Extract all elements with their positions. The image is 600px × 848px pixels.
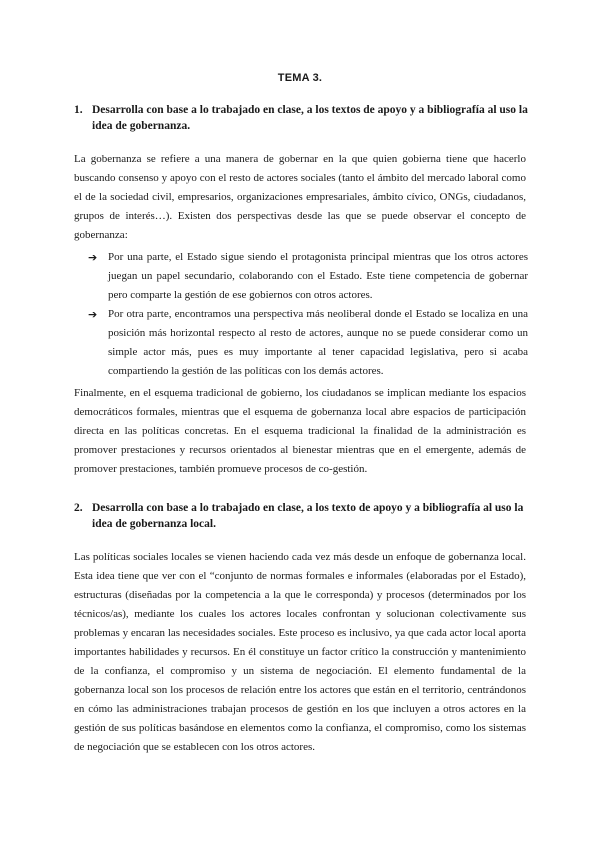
list-item xyxy=(88,248,528,305)
bullet-text-2: Por otra parte, encontramos una perspectiva más neoliberal donde el Estado se localiza en una posición más horizontal respecto al resto de actores, aunque no se puede considerar como un simple actor más, pues es muy importante al tener capacidad legislativa, pero si acaba compartiendo la gestión de las políticas con los demás actores. xyxy=(108,308,528,377)
question-1-number: 1. xyxy=(74,104,83,116)
question-2-number: 2. xyxy=(74,502,83,514)
arrow-bullet-icon: ➔ xyxy=(88,308,98,321)
question-2-text: Desarrolla con base a lo trabajado en clase, a los texto de apoyo y a bibliografía al uso la idea de gobernanza local. xyxy=(92,502,524,530)
paragraph-3: Las políticas sociales locales se vienen haciendo cada vez más desde un enfoque de gobernanza local. Esta idea tiene que ver con el “conjunto de normas formales e informales (elaboradas por el Estado), estructuras (diseñadas por la competencia a la que le corresponda) y procesos (determinados por los técnicos/as), mediante los cuales los actores locales confrontan y solucionan colectivamente sus problemas y encaran las necesidades sociales. Este proceso es inclusivo, ya que cada actor local aporta importantes habilidades y recursos. En él constituye un factor crítico la construcción y mantenimiento de la confianza, el compromiso y un sistema de negociación. El elemento fundamental de la gobernanza local son los procesos de relación entre los actores que están en el territorio, centrándonos en cómo las administraciones trabajan procesos de gestión en los que incluyen a otros actores en la gestión de sus políticas basándose en elementos como la confianza, el compromiso, como los sistemas de negociación que se establecen con los otros actores. xyxy=(74,551,526,753)
bullet-text-1: Por una parte, el Estado sigue siendo el protagonista principal mientras que los otros actores juegan un papel secundario, colaborando con el Estado. Este tiene competencia de gobernar pero comparte la gestión de ese gobiernos con otros actores. xyxy=(108,251,528,301)
paragraph-1: La gobernanza se refiere a una manera de gobernar en la que quien gobierna tiene que hacerlo buscando consenso y apoyo con el resto de actores sociales (tanto el ámbito del mercado laboral como el de la sociedad civil, empresarios, organizaciones empresariales, ámbito cívico, ONGs, ciudadanos, grupos de interés…). Existen dos perspectivas desde las que se puede observar el concepto de gobernanza: xyxy=(74,153,526,241)
question-1-text: Desarrolla con base a lo trabajado en clase, a los textos de apoyo y a bibliografía al uso la idea de gobernanza. xyxy=(92,104,528,132)
page-title: TEMA 3. xyxy=(277,72,323,84)
arrow-bullet-icon: ➔ xyxy=(88,251,98,264)
paragraph-2: Finalmente, en el esquema tradicional de gobierno, los ciudadanos se implican mediante los espacios democráticos formales, mientras que el esquema de gobernanza local abre espacios de participación directa en las políticas concretas. En el esquema tradicional la finalidad de la administración es promover prestaciones y recursos orientados al bienestar mientras que en el emergente, además de promover prestaciones, también promueve procesos de co-gestión. xyxy=(74,387,526,475)
question-2 xyxy=(74,500,532,532)
list-item xyxy=(88,305,528,381)
bullet-list xyxy=(88,248,528,381)
question-1 xyxy=(74,102,532,134)
